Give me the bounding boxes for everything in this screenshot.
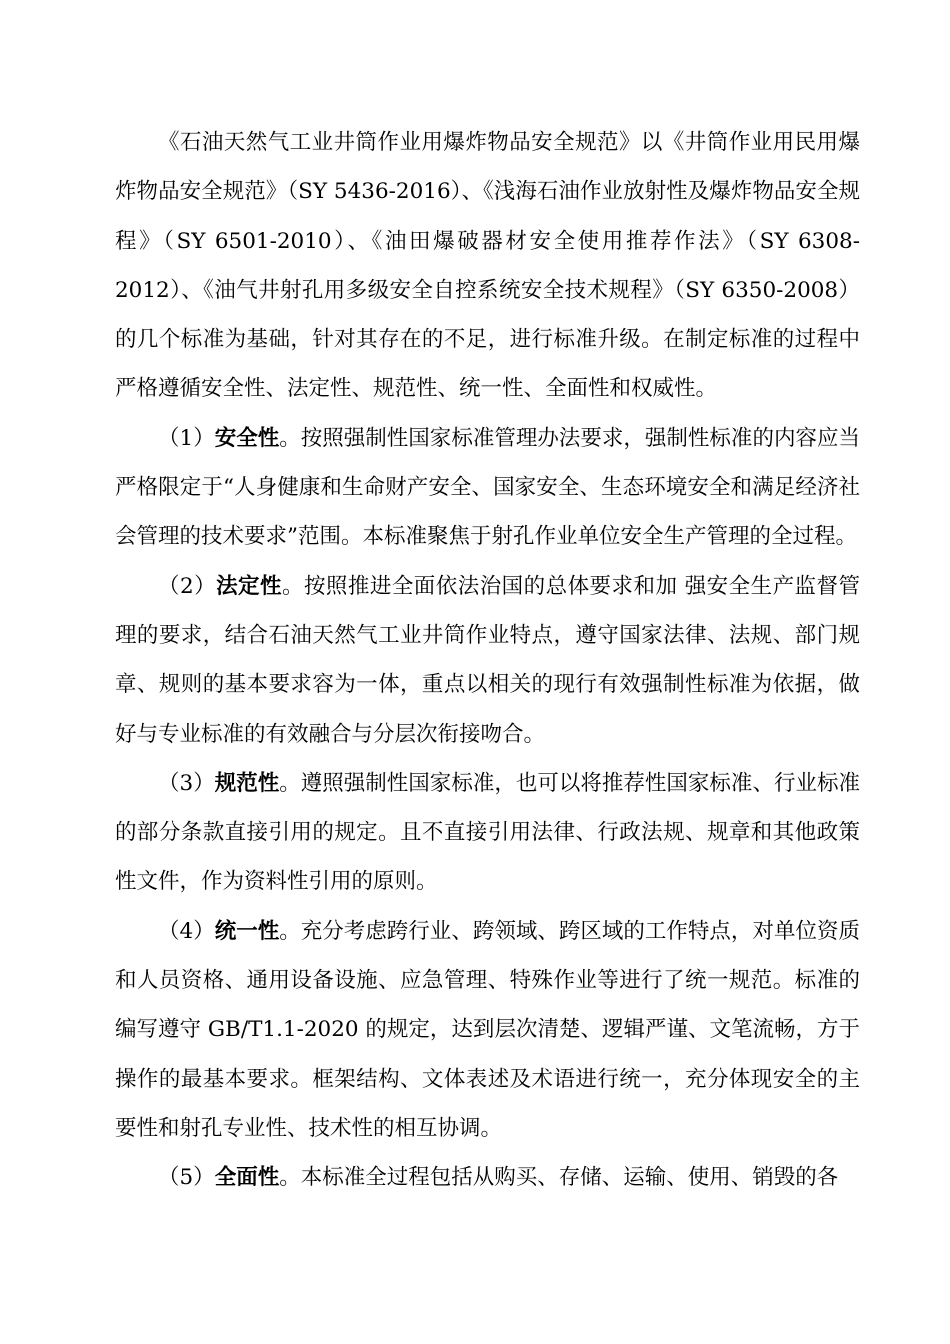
item-term: 安全性 bbox=[214, 425, 280, 451]
item-number: （1） bbox=[158, 425, 215, 451]
item-number: （5） bbox=[158, 1165, 215, 1191]
item-text: 。按照强制性国家标准管理办法要求，强制性标准的内容应当严格限定于“人身健康和生命财产安全、国家安全、生态环境安全和满足经济社会管理的技术要求”范围。本标准聚焦于射孔作业单位安全生产管理的全过程。 bbox=[115, 425, 860, 550]
item-paragraph-legality bbox=[115, 562, 860, 759]
item-paragraph-comprehensiveness bbox=[115, 1153, 860, 1202]
item-term: 法定性 bbox=[216, 573, 282, 599]
document-body bbox=[115, 118, 860, 1203]
item-term: 规范性 bbox=[214, 770, 280, 796]
item-term: 统一性 bbox=[214, 918, 280, 944]
intro-text: 《石油天然气工业井筒作业用爆炸物品安全规范》以《井筒作业用民用爆炸物品安全规范》（SY 5436-2016）、《浅海石油作业放射性及爆炸物品安全规程》（SY 6501-2010）、《油田爆破器材安全使用推荐作法》（SY 6308-2012）、《油气井射孔用多级安全自控系统安全技术规程》（SY 6350-2008）的几个标准为基础，针对其存在的不足，进行标准升级。在制定标准的过程中严格遵循安全性、法定性、规范性、统一性、全面性和权威性。 bbox=[115, 130, 860, 402]
item-term: 全面性 bbox=[214, 1165, 280, 1191]
item-number: （2） bbox=[158, 573, 217, 599]
item-text: 。按照推进全面依法治国的总体要求和加 强安全生产监督管理的要求，结合石油天然气工业井筒作业特点，遵守国家法律、法规、部门规章、规则的基本要求容为一体，重点以相关的现行有效强制性标准为依据，做好与专业标准的有效融合与分层次衔接吻合。 bbox=[115, 573, 860, 747]
item-text: 。本标准全过程包括从购买、存储、运输、使用、销毁的各 bbox=[279, 1165, 839, 1191]
item-paragraph-uniformity bbox=[115, 907, 860, 1153]
item-paragraph-safety bbox=[115, 414, 860, 562]
item-number: （3） bbox=[158, 770, 215, 796]
item-paragraph-normativity bbox=[115, 759, 860, 907]
item-text: 。充分考虑跨行业、跨领域、跨区域的工作特点，对单位资质和人员资格、通用设备设施、应急管理、特殊作业等进行了统一规范。标准的编写遵守 GB/T1.1-2020 的规定，达到层次清楚、逻辑严谨、文笔流畅，方于操作的最基本要求。框架结构、文体表述及术语进行统一，充分体现安全的主要性和射孔专业性、技术性的相互协调。 bbox=[115, 918, 860, 1141]
item-number: （4） bbox=[158, 918, 215, 944]
item-text: 。遵照强制性国家标准，也可以将推荐性国家标准、行业标准的部分条款直接引用的规定。且不直接引用法律、行政法规、规章和其他政策性文件，作为资料性引用的原则。 bbox=[115, 770, 860, 895]
intro-paragraph bbox=[115, 118, 860, 414]
